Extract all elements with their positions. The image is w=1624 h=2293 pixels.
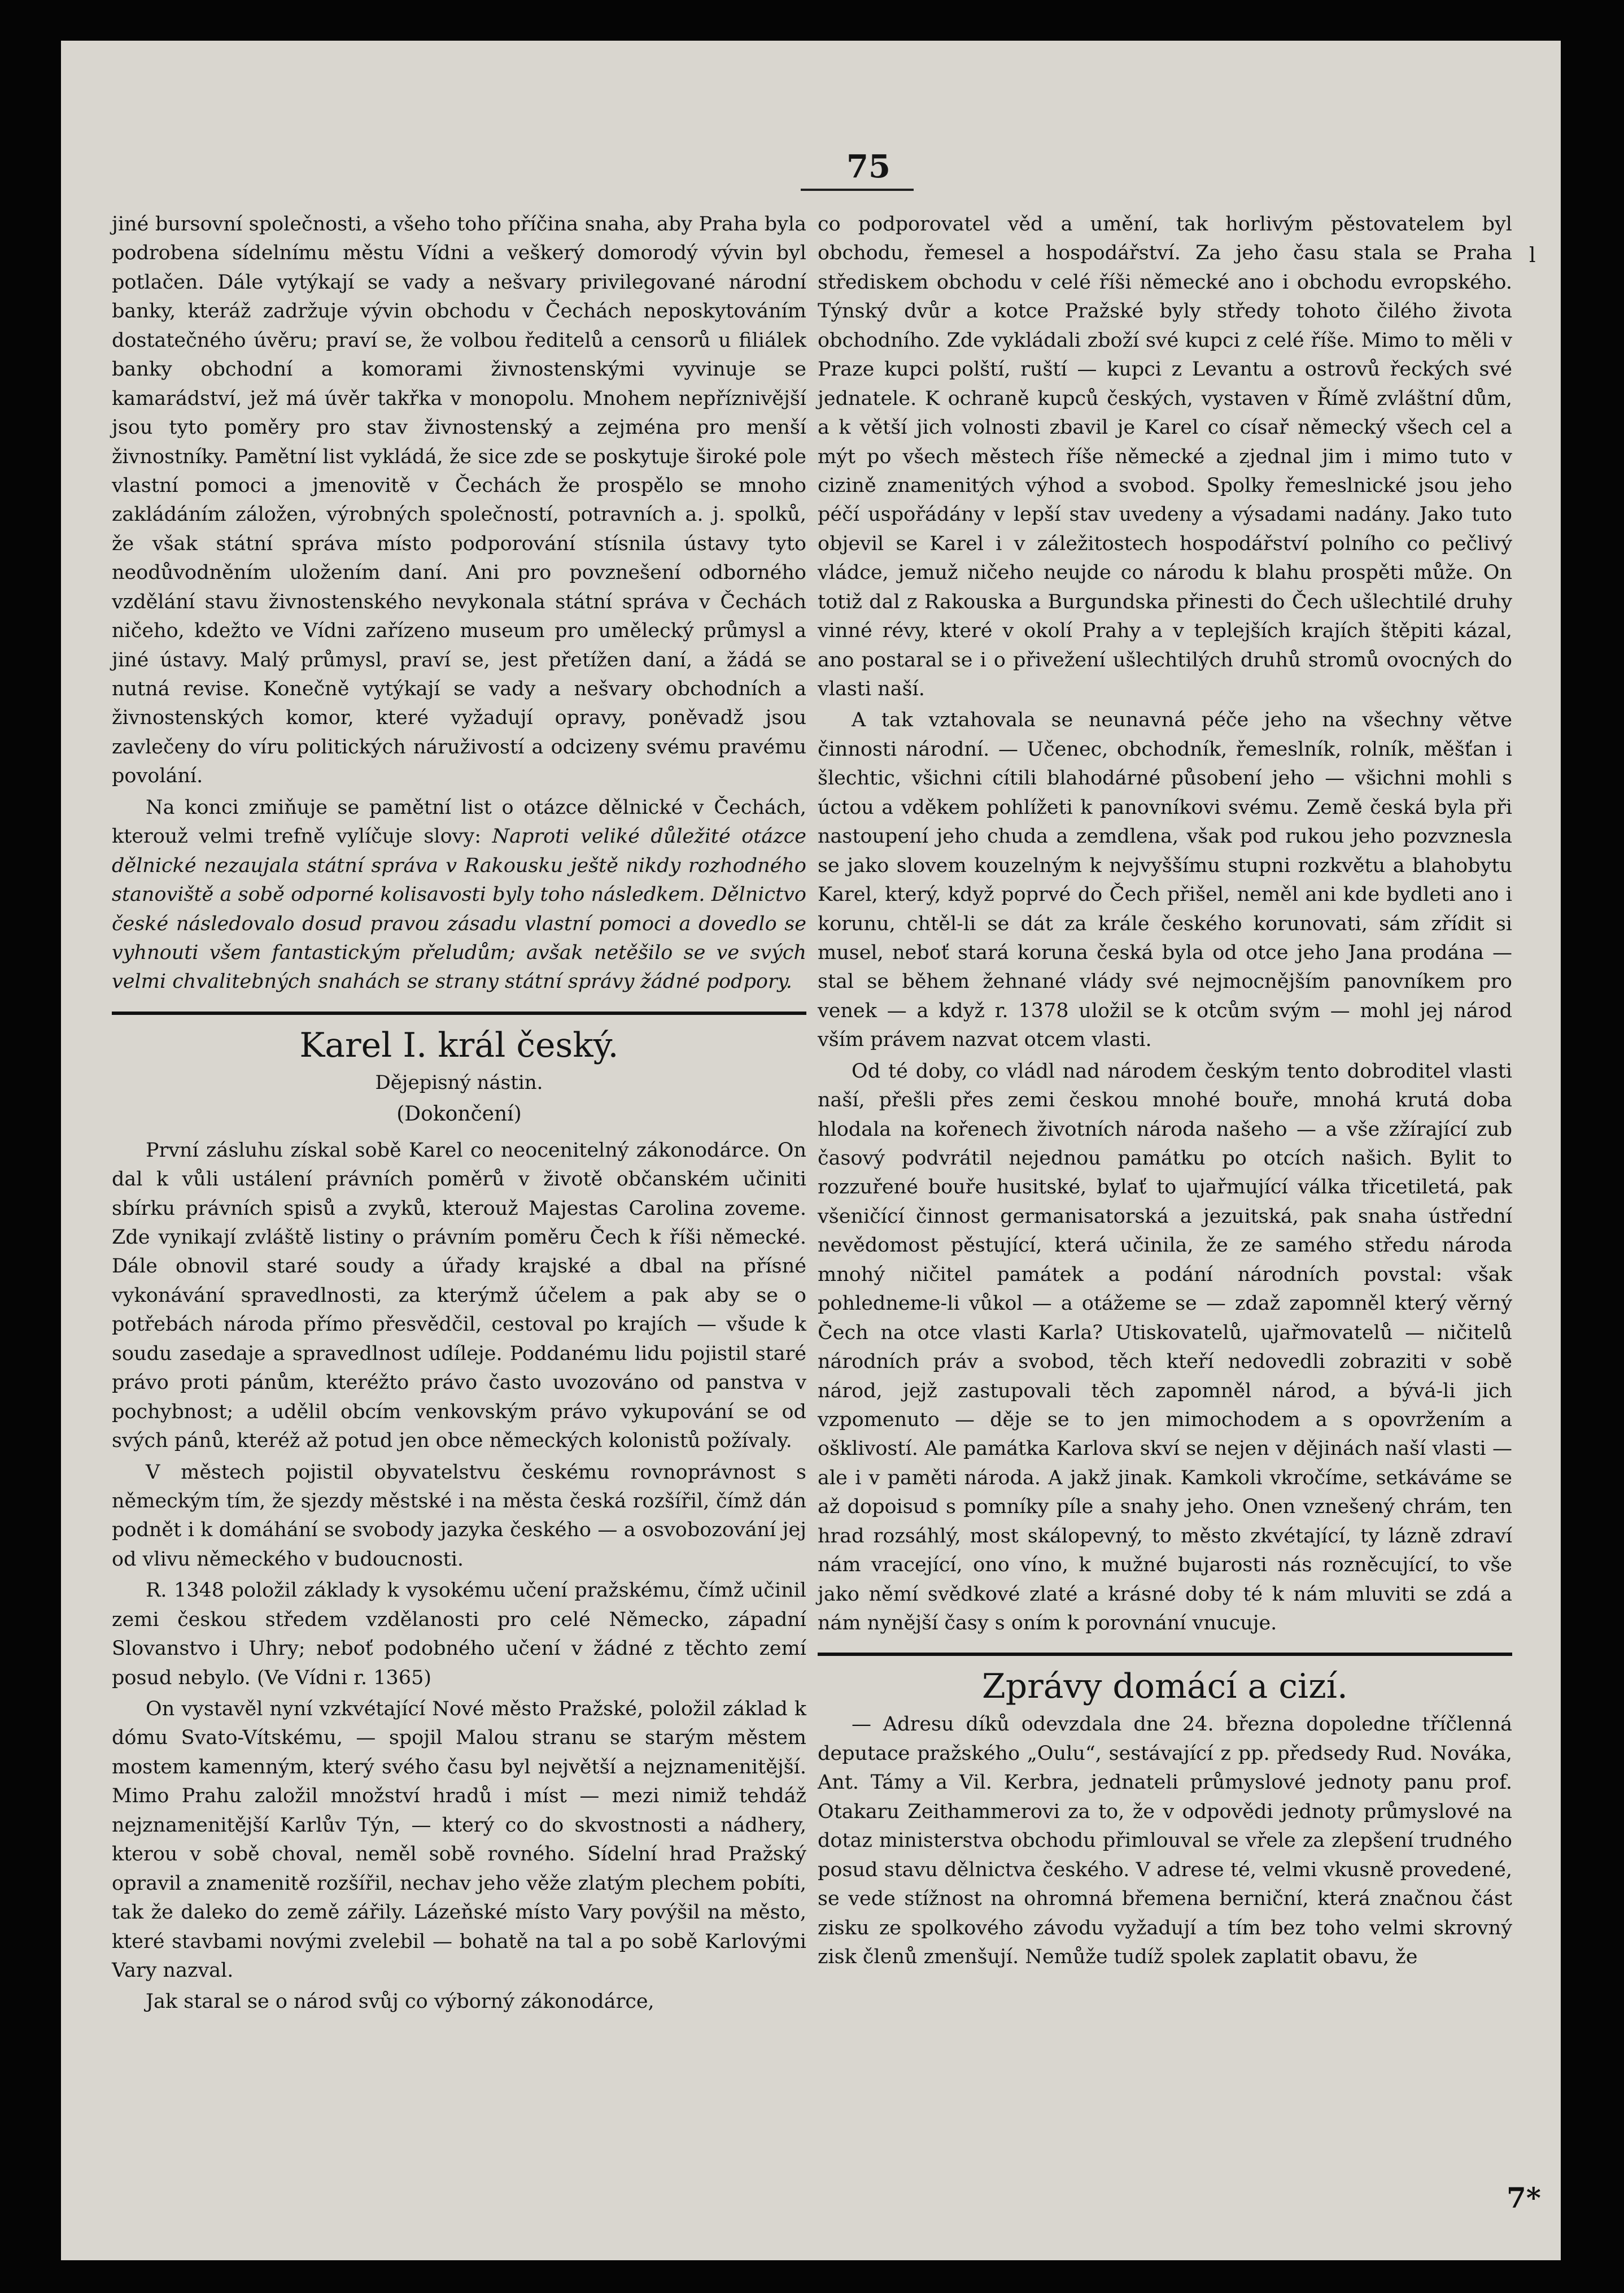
article-title: Karel I. král český. <box>299 1025 619 1065</box>
right-paragraph-0: co podporovatel věd a umění, tak horlivým pěstovatelem byl obchodu, řemesel a hospodářství. Za jeho času stala se Praha střediskem obchodu v celé říši německé ano i obchodu evropského. Týnský dvůr a kotce Pražské byly středy tohoto čilého života obchodního. Zde vykládali zboží své kupci z celé říše. Mimo to měli v Praze kupci polští, ruští — kupci z Levantu a ostrovů řeckých své jednatele. K ochraně kupců českých, vystaven v Římě zvláštní dům, a k větší jich volnosti zbavil je Karel co císař německý všech cel a mýt po všech městech říše německé a zjednal jim i mimo tuto v cizině znamenitých výhod a svobod. Spolky řemeslnické jsou jeho péčí uspořádány v lepší stav uvedeny a výsadami nadány. Jako tuto objevil se Karel i v záležitostech hospodářství polního co pečlivý vládce, jemuž ničeho neujde co národu k blahu prospěti může. On totiž dal z Rakouska a Burgundska přinesti do Čech ušlechtilé druhy vinné révy, které v okolí Prahy a v teplejších krajích štěpiti kázal, ano postaral se i o přivežení ušlechtilých druhů stromů ovocných do vlasti naší. <box>818 213 1512 700</box>
article-paragraph-0: První zásluhu získal sobě Karel co neocenitelný zákonodárce. On dal k vůli ustálení právních poměrů v životě občanském učiniti sbírku právních spisů a zvyků, kterouž Majestas Carolina zoveme. Zde vynikají zvláště listiny o právním poměru Čech k říši německé. Dále obnovil staré soudy a úřady krajské a dbal na přísné vykonávání spravedlnosti, za kterýmž účelem a pak aby se o potřebách národa přímo přesvědčil, cestoval po krajích — všude k soudu zasedaje a spravedlnost udíleje. Poddanému lidu pojistil staré právo proti pánům, kteréžto právo často uvozováno od panstva v pochybnost; a udělil obcím venkovským právo vykupování se od svých pánů, kteréž až potud jen obce německých kolonistů požívaly. <box>112 1139 806 1453</box>
news-separator <box>818 1653 1512 1656</box>
margin-mark: l <box>1529 244 1536 267</box>
article-subtitle: Dějepisný nástin. <box>375 1071 543 1094</box>
newspaper-page <box>61 41 1561 2260</box>
news-paragraph: — Adresu díků odevzdala dne 24. března dopoledne tříčlenná deputace pražského „Oulu“, sestávající z pp. předsedy Rud. Nováka, Ant. Támy a Vil. Kerbra, jednateli průmyslové jednoty panu prof. Otakaru Zeithammerovi za to, že v odpovědi jednoty průmyslové na dotaz ministerstva obchodu přimlouval se vřele za zlepšení trudného posud stavu dělnictva českého. V adrese té, velmi vkusně provedené, se vede stížnost na ohromná břemena berniční, která značnou část zisku ze spolkového závodu vyžadují a tím bez toho velmi skrovný zisk členů zmenšují. Nemůže tudíž spolek zaplatit obavu, že <box>818 1713 1512 1968</box>
left-paragraph-0: jiné bursovní společnosti, a všeho toho příčina snaha, aby Praha byla podrobena sídelnímu městu Vídni a veškerý domorodý vývin byl potlačen. Dále vytýkají se vady a nešvary privilegované národní banky, kteráž zadržuje vývin obchodu v Čechách neposkytováním dostatečného úvěru; praví se, že volbou ředitelů a censorů u filiálek banky obchodní a komorami živnostenskými vyvinuje se kamarádství, jež má úvěr takřka v monopolu. Mnohem nepříznivější jsou tyto poměry pro stav živnostenský a zejména pro menší živnostníky. Pamětní list vykládá, že sice zde se poskytuje široké pole vlastní pomoci a jmenovitě v Čechách že prospělo se mnoho zakládáním záložen, výrobných společností, potravních a. j. spolků, že však státní správa místo podporování stísnila ústavy tyto neodůvodněním uložením daní. Ani pro povznešení odborného vzdělání stavu živnostenského nevykonala státní správa v Čechách ničeho, kdežto ve Vídni zařízeno museum pro umělecký průmysl a jiné ústavy. Malý průmysl, praví se, jest přetížen daní, a žádá se nutná revise. Konečně vytýkají se vady a nešvary obchodních a živnostenských komor, které vyžadují opravy, poněvadž jsou zavlečeny do víru politických náruživostí a odcizeny svému pravému povolání. <box>112 213 806 788</box>
page-number-rule <box>801 189 914 191</box>
article-paragraph-3: On vystavěl nyní vzkvétající Nové město Pražské, položil základ k dómu Svato-Vítskému, — spojil Malou stranu se starým městem mostem kamenným, který svého času byl největší a nejznamenitější. Mimo Prahu založil množství hradů i míst — mezi nimiž tehdáž nejznamenitější Karlův Týn, — který co do skvostnosti a nádhery, kterou v sobě choval, neměl sobě rovného. Sídelní hrad Pražský opravil a znamenitě rozšířil, nechav jeho věže zlatým plechem pobíti, tak že daleko do země zářily. Lázeňské místo Vary povýšil na město, které stavbami novými zvelebil — bohatě na tal a po sobě Karlovými Vary nazval. <box>112 1698 806 1982</box>
left-paragraph-mixed-plain: Na konci zmiňuje se pamětní list o otázce dělnické v Čechách, kterouž velmi trefně vylíčuje slovy: <box>112 796 806 848</box>
left-column <box>112 210 806 2019</box>
signature-mark: 7* <box>1507 2181 1541 2214</box>
left-paragraph-mixed-italic: Naproti veliké důležité otázce dělnické nezaujala státní správa v Rakousku ještě nikdy rozhodného stanoviště a sobě odporné kolisavosti byly toho následkem. Dělnictvo české následovalo dosud pravou zásadu vlastní pomoci a dovedlo se vyhnouti všem fantastickým přeludům; avšak netěšilo se ve svých velmi chvalitebných snahách se strany státní správy žádné podpory. <box>112 825 806 993</box>
right-paragraph-1: A tak vztahovala se neunavná péče jeho na všechny větve činnosti národní. — Učenec, obchodník, řemeslník, rolník, měšťan i šlechtic, všichni cítili blahodárné působení jeho — všichni mohli s úctou a vděkem pohlížeti k panovníkovi svému. Země česká byla při nastoupení jeho chuda a zemdlena, však pod rukou jeho pozvznesla se jako slovem kouzelným k nejvyššímu stupni rozkvětu a blahobytu Karel, který, když poprvé do Čech přišel, neměl ani kde bydleti ano i korunu, chtěl-li se dát za krále českého korunovati, sám zřídit si musel, neboť stará koruna česká byla od otce jeho Jana prodána — stal se během žehnané vlády své nejmocnějším panovníkem pro venek — a když r. 1378 uložil se k otcům svým — mohl jej národ vším právem nazvat otcem vlasti. <box>818 709 1512 1052</box>
article-paragraph-2: R. 1348 položil základy k vysokému učení pražskému, čímž učinil zemi českou středem vzdělanosti pro celé Německo, západní Slovanstvo i Uhry; neboť podobného učení v žádné z těchto zemí posud nebylo. (Ve Vídni r. 1365) <box>112 1579 806 1689</box>
article-paragraph-1: V městech pojistil obyvatelstvu českému rovnoprávnost s německým tím, že sjezdy městské i na města česká rozšířil, čímž dán podnět i k domáhání se svobody jazyka českého — a osvobozování jej od vlivu německého v budoucnosti. <box>112 1461 806 1571</box>
right-column <box>818 210 1512 1974</box>
page-number: 75 <box>846 148 890 185</box>
news-title: Zprávy domácí a cizí. <box>982 1667 1348 1707</box>
article-paragraph-4: Jak staral se o národ svůj co výborný zákonodárce, <box>146 1990 654 2013</box>
article-note: (Dokončení) <box>396 1102 522 1126</box>
left-paragraph-mixed <box>112 794 806 997</box>
right-paragraph-2: Od té doby, co vládl nad národem českým tento dobroditel vlasti naší, přešli přes zemi českou mnohé bouře, mnohá krutá doba hlodala na kořenech životních národa našeho — a vše zžírající zub časový podvrátil nejednou památku po otcích našich. Bylit to rozzuřené bouře husitské, bylať to ujařmující válka třicetiletá, pak všeničící činnost germanisatorská a jezuitská, pak snaha ústřední nevědomost pěstující, která učinila, že ze samého středu národa mnohý ničitel památek a podání národních povstal: však pohledneme-li vůkol — a otážeme se — zdaž zapomněl který věrný Čech na otce vlasti Karla? Utiskovatelů, ujařmovatelů — ničitelů národních práv a svobod, těch kteří nedovedli zobraziti v sobě národ, jejž zastupovali těch zapomněl národ, a bývá-li jich vzpomenuto — děje se to jen mimochodem a s opovržením a ošklivostí. Ale památka Karlova skví se nejen v dějinách naší vlasti — ale i v paměti národa. A jakž jinak. Kamkoli vkročíme, setkáváme se až dopoisud s pomníky píle a snahy jeho. Onen vznešený chrám, ten hrad rozsáhlý, most skálopevný, to město zkvétající, ty lázně zdraví nám vracející, ono víno, k mužné bujarosti nás rozněcující, to vše jako němí svědkové zlaté a krásné doby té k nám mluviti se zdá a nám nynější časy s oním k porovnání vnucuje. <box>818 1060 1512 1634</box>
article-separator <box>112 1012 806 1015</box>
